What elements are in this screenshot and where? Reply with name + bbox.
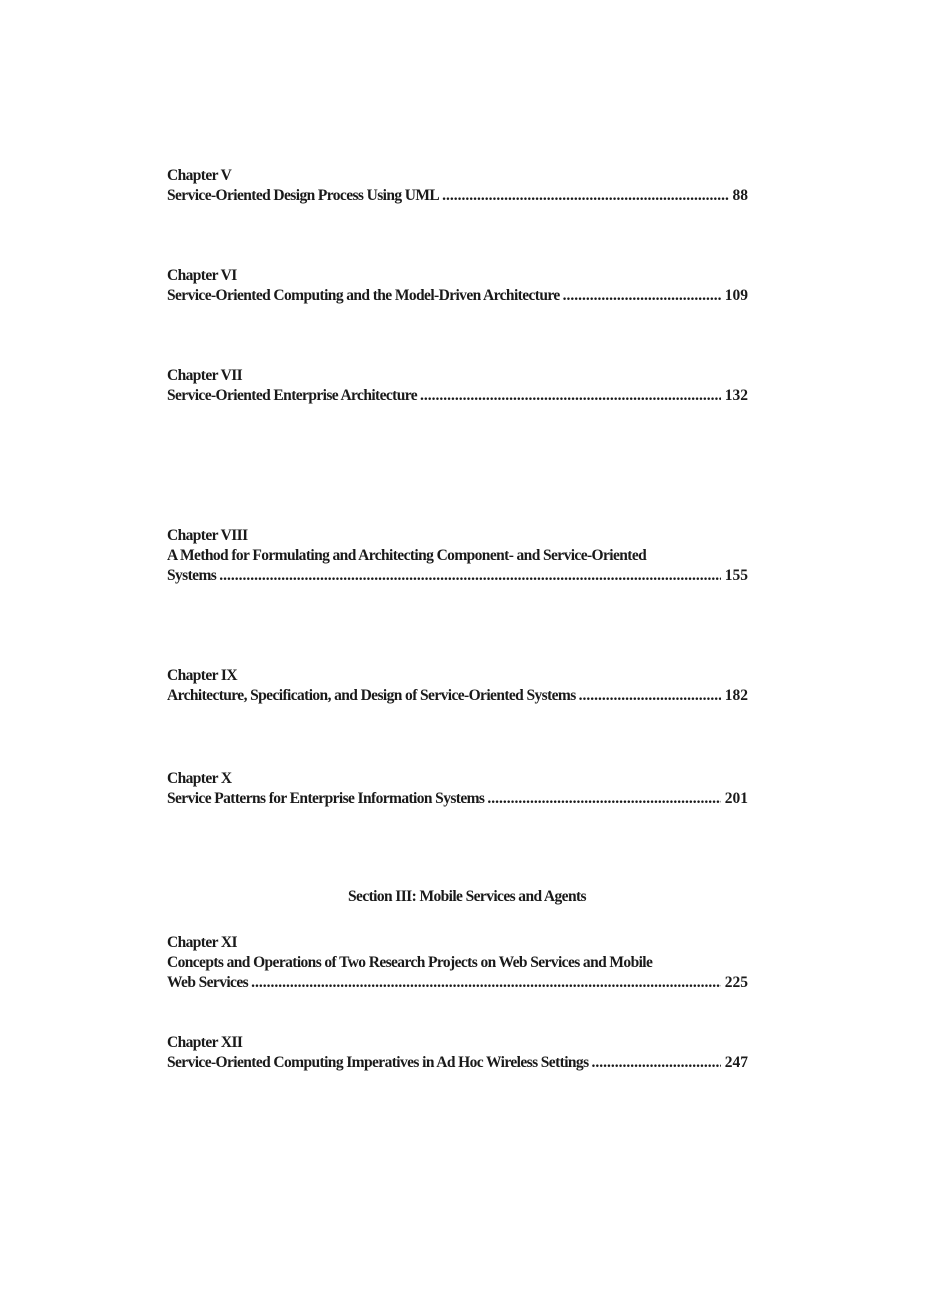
chapter-label: Chapter XII (167, 1034, 243, 1051)
toc-entry-chapter-8 (167, 526, 748, 586)
chapter-title: Service-Oriented Computing Imperatives in Ad Hoc Wireless Settings (167, 1054, 589, 1071)
dot-leader (219, 566, 721, 586)
toc-entry-chapter-12 (167, 1033, 748, 1073)
chapter-label: Chapter X (167, 770, 232, 787)
toc-line[interactable] (167, 566, 748, 586)
chapter-label: Chapter VI (167, 267, 237, 284)
chapter-label: Chapter VIII (167, 527, 248, 544)
page-number: 182 (724, 687, 748, 704)
page-number: 109 (724, 287, 748, 304)
page-number: 155 (724, 567, 748, 584)
toc-entry-chapter-10 (167, 769, 748, 809)
dot-leader (420, 386, 721, 406)
dot-leader (442, 186, 728, 206)
chapter-title: Service-Oriented Design Process Using UML (167, 187, 440, 204)
chapter-label: Chapter XI (167, 934, 237, 951)
toc-entry-chapter-9 (167, 666, 748, 706)
toc-entry-chapter-5 (167, 166, 748, 206)
chapter-title-line: A Method for Formulating and Architecting Component- and Service-Oriented (167, 547, 647, 564)
dot-leader (487, 789, 720, 809)
chapter-title: Service-Oriented Computing and the Model-Driven Architecture (167, 287, 560, 304)
chapter-title: Systems (167, 567, 217, 584)
toc-entry-chapter-6 (167, 266, 748, 306)
page-number: 201 (724, 790, 748, 807)
page-number: 247 (724, 1054, 748, 1071)
toc-line[interactable] (167, 789, 748, 809)
chapter-label: Chapter V (167, 167, 232, 184)
chapter-title: Web Services (167, 974, 249, 991)
toc-line[interactable] (167, 1053, 748, 1073)
dot-leader (563, 286, 721, 306)
chapter-label: Chapter IX (167, 667, 237, 684)
toc-entry-chapter-11 (167, 933, 748, 993)
toc-line[interactable] (167, 186, 748, 206)
toc-line[interactable] (167, 686, 748, 706)
chapter-title: Service Patterns for Enterprise Information Systems (167, 790, 485, 807)
chapter-label: Chapter VII (167, 367, 243, 384)
page-number: 132 (724, 387, 748, 404)
toc-line[interactable] (167, 386, 748, 406)
dot-leader (251, 973, 721, 993)
dot-leader (579, 686, 721, 706)
chapter-title: Service-Oriented Enterprise Architecture (167, 387, 418, 404)
toc-entry-chapter-7 (167, 366, 748, 406)
chapter-title: Architecture, Specification, and Design of Service-Oriented Systems (167, 687, 576, 704)
page-number: 225 (724, 974, 748, 991)
dot-leader (592, 1053, 721, 1073)
toc-line[interactable] (167, 286, 748, 306)
chapter-title-line: Concepts and Operations of Two Research Projects on Web Services and Mobile (167, 954, 653, 971)
page-number: 88 (732, 187, 748, 204)
section-heading: Section III: Mobile Services and Agents (348, 888, 586, 905)
toc-line[interactable] (167, 973, 748, 993)
